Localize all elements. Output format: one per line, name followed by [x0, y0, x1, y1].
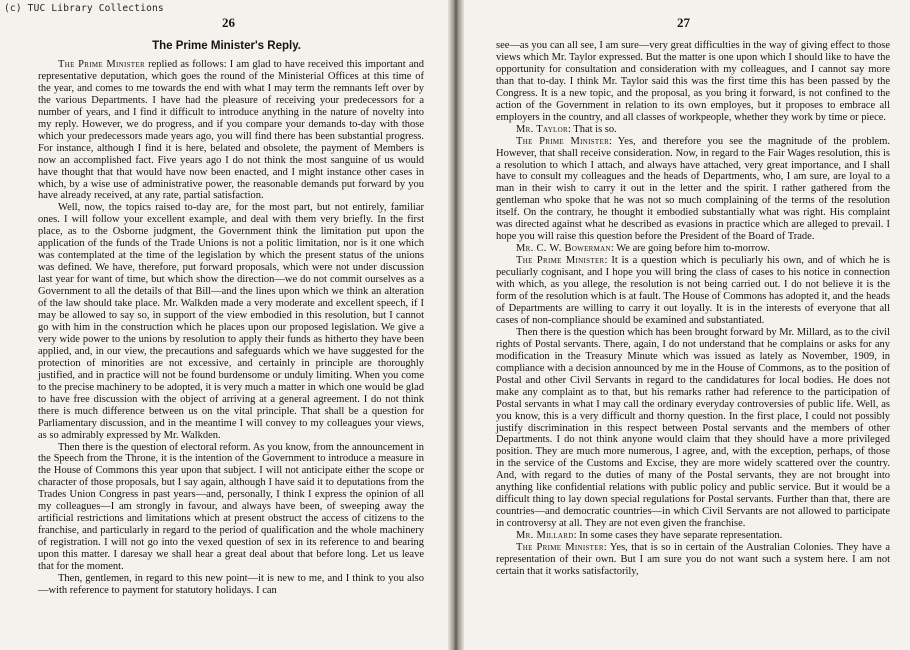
speaker-name: Mr. Millard — [516, 530, 574, 542]
paragraph-text: Then there is the question of electoral reform. As you know, from the announcement in the Speech from the Throne, it is the intention of the Government to introduce a measure in the House of Commons this year upon that subject. I will not anticipate either the scope or character of those proposals, but I say again, although I have said it to deputations from the Trades Union Congress in past years—and, personally, I think I express the opinion of all my colleagues—I am strongly in favour, and always have been, of sweeping away the artificial restrictions and limitations which at present obstruct the access of citizens to the franchise, and particularly in regard to the period of qualification and the whole machinery of registration. I will not go into the vexed question of sex in its reference to and bearing upon this matter. I daresay we shall hear a great deal about that before long. Let us leave that for the moment. — [38, 441, 424, 573]
paragraph — [38, 202, 424, 441]
paragraph-text: Then there is the question which has been brought forward by Mr. Millard, as to the civil rights of Postal servants. There, again, I do not understand that he complains or asks for any modification in the Treasury Minute which was issued as lately as November, 1909, in compliance with a decision announced by me in the House of Commons, as to the position of Postal and other Civil Servants in regard to the candidatures for local bodies. He does not make any complaint as to that, but his remarks rather had reference to the participation of Postal servants in what I may call the ordinary everyday controversies of public life. Well, as you know, this is a very difficult and thorny question. In the first place, I could not possibly justify discrimination in this respect between Postal servants and the members of other Departments. I do not think anyone would claim that they should have a more privileged position. They are much more numerous, I agree, and, with the exception, perhaps, of those in the service of the Customs and Excise, they are more widely scattered over the country. And, with regard to the duties of many of the Postal servants, they are not brought into anything like confidential relations with public policy and public service. But it would be a difficult thing to lay down special regulations for Postal servants. Further than that, there are countries—and democratic countries—in which Civil Servants are not allowed to participate in controversy at all. They are not even given the franchise. — [496, 326, 890, 530]
speaker-name: The Prime Minister — [516, 255, 605, 267]
page-number-left: 26 — [222, 15, 235, 30]
paragraph — [496, 255, 890, 327]
paragraph — [496, 327, 890, 530]
paragraph — [38, 59, 424, 202]
watermark: (c) TUC Library Collections — [4, 3, 164, 14]
book-gutter — [448, 0, 464, 650]
speaker-name: Mr. C. W. Bowerman — [516, 243, 611, 255]
paragraph-text: : We are going before him to-morrow. — [610, 243, 770, 255]
paragraph-text: Then, gentlemen, in regard to this new point—it is new to me, and I think to you also—with reference to payment for statutory holidays. I can — [38, 572, 424, 596]
right-page — [459, 0, 910, 650]
paragraph — [496, 243, 890, 255]
paragraph — [496, 542, 890, 578]
speaker-name: The Prime Minister — [58, 59, 145, 70]
page-number-right: 27 — [677, 15, 690, 30]
paragraph-text: : In some cases they have separate representation. — [573, 530, 783, 542]
paragraph — [496, 136, 890, 244]
speaker-name: The Prime Minister — [516, 135, 610, 147]
paragraph-text: : That is so. — [567, 123, 617, 135]
paragraph — [496, 40, 890, 124]
left-page — [0, 0, 453, 650]
paragraph — [38, 573, 424, 597]
paragraph-text: : Yes, that is so in certain of the Australian Colonies. They have a representation of their own. But I am sure you do not want such a system here. I am not certain that it works satisfactorily, — [496, 542, 890, 577]
paragraph-text: : Yes, and therefore you see the magnitude of the problem. However, that shall receive consideration. Now, in regard to the Fair Wages resolution, this is a resolution to which I attach, and always have attached, very great importance, and I shall have to consult my colleagues and the heads of Departments, who, I am sure, are loyal to a man in their wish to carry it out in the letter and the spirit. I rather gathered from the gentleman who spoke that he was not so much complaining of the terms of the resolution itself. On the contrary, he thought it embodied substantially what was right. His complaint was directed against what he described as evasions in practice which are alleged to prevail. I hope you will raise this question before the President of the Board of Trade. — [496, 135, 890, 243]
section-heading: The Prime Minister's Reply. — [152, 40, 301, 52]
paragraph — [38, 442, 424, 573]
left-page-body — [38, 59, 424, 597]
speaker-name: The Prime Minister — [516, 542, 604, 554]
paragraph-text: : It is a question which is peculiarly his own, and of which he is peculiarly cognisant, and I hope you will bring the class of cases to his notice in connection with which, as you allege, the resolution is not being carried out. I do not believe it is the form of the resolution which is at fault. The House of Commons has adopted it, and the heads of Departments are willing to carry it out loyally. It is in the interests of everyone that all cases of non-compliance should be examined and substantiated. — [496, 255, 890, 326]
speaker-name: Mr. Taylor — [516, 123, 568, 135]
paragraph-text: Well, now, the topics raised to-day are, for the most part, but not entirely, familiar ones. I will follow your excellent example, and deal with them very briefly. In the first place, as to the Osborne judgment, the Government think the limitation put upon the application of the funds of the Trade Unions is not a politic limitation, nor is it one which was contemplated at the time of the legislation by which the present status of the unions was defined. We have, therefore, put forward proposals, which were not under discussion last year for want of time, but which show the direction—we do not commit ourselves as a Government to all the details of that Bill—and the lines upon which we think an alteration of the law should take place. Mr. Walkden made a very moderate and excellent speech, if I may be allowed to say so, in support of the view embodied in this resolution, but I cannot go with him in the construction which he places upon our proposed legislation. We give a very wide power to the unions by resolution to apply their funds as hitherto they have been applied, and, in our view, the precautions and safeguards which we have suggested for the protection of minorities are not excessive, and certainly in principle are thoroughly justified, and in practice will not be found burdensome or unduly limiting. When you come to the precise machinery to be adopted, it is very much a matter in which one would be glad to have free discussion with the object of arriving at a general agreement. I do not think there is much difference between us on the vital principle. That shall be a question for Parliamentary discussion, and in the meantime I will convey to my colleagues your views, as so admirably expressed by Mr. Walkden. — [38, 202, 424, 441]
paragraph — [496, 124, 890, 136]
paragraph-text: replied as follows: I am glad to have received this important and representative deputation, which goes the round of the Ministerial Offices at this time of the year, and comes to me towards the end with what I may term the remnants left over by the various Departments. I have had the pleasure of receiving your predecessors for a number of years, and I find it difficult to introduce anything in the nature of novelty into my reply. However, we do progress, and if you compare your demands to-day with those which your predecessors made years ago, you will find there has been substantial progress. For instance, although I find it is here, belated and obsolete, the payment of Members is now an accomplished fact. Five years ago I do not think the most sanguine of us would have thought that that would have now been enacted, and I might instance other cases in which, by a wise use of administrative power, the reasonable demands put forward by you have already received, at any rate, partial satisfaction. — [38, 59, 425, 202]
paragraph — [496, 530, 890, 542]
right-page-body — [496, 40, 890, 578]
paragraph-text: see—as you can all see, I am sure—very great difficulties in the way of giving effect to those views which Mr. Taylor expressed. But the matter is one upon which I should like to have the opportunity for consultation and consideration with my colleagues, and I cannot say more than that to-day. I think Mr. Taylor said this was the first time this has been passed by the Congress. It is a new topic, and the proposal, as you bring it forward, is not confined to the action of the Government in relation to its own employes, but it proposes to embrace all employers in the country, and all classes of workpeople, whether they work by time or piece. — [496, 40, 890, 123]
